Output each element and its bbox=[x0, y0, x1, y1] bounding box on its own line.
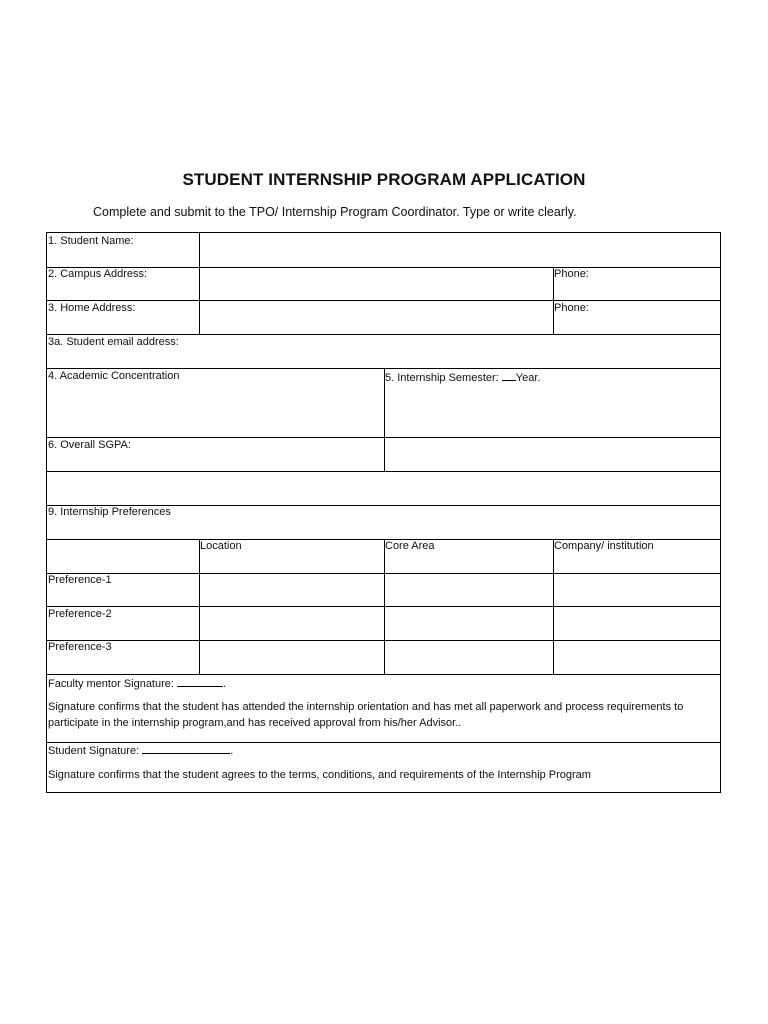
faculty-signature-note: Signature confirms that the student has attended the internship orientation and has met all paperwork and process requirements to participate in the internship program,and has received approval from his/her Advisor.. bbox=[48, 701, 684, 729]
student-signature-text: Student Signature: bbox=[48, 745, 143, 757]
preferences-heading: 9. Internship Preferences bbox=[48, 506, 171, 518]
campus-phone-label: Phone: bbox=[554, 268, 589, 280]
campus-address-label: 2. Campus Address: bbox=[48, 268, 148, 280]
campus-address-field[interactable] bbox=[200, 268, 552, 300]
page-title: STUDENT INTERNSHIP PROGRAM APPLICATION bbox=[182, 170, 586, 189]
internship-semester-prefix: 5. Internship Semester: bbox=[385, 372, 502, 384]
home-address-field[interactable] bbox=[200, 301, 552, 334]
academic-concentration-label: 4. Academic Concentration bbox=[48, 370, 180, 382]
faculty-signature-text: Faculty mentor Signature: bbox=[48, 678, 178, 690]
preference-1-label: Preference-1 bbox=[48, 574, 112, 586]
student-signature-label bbox=[48, 743, 233, 758]
student-signature-blank[interactable] bbox=[142, 743, 230, 754]
overall-sgpa-label: 6. Overall SGPA: bbox=[48, 439, 131, 451]
column-divider bbox=[199, 539, 200, 674]
column-header-company: Company/ institution bbox=[554, 540, 654, 552]
preference-2-label: Preference-2 bbox=[48, 608, 112, 620]
row-divider bbox=[47, 334, 720, 335]
row-divider bbox=[47, 471, 720, 472]
student-signature-end: . bbox=[230, 745, 234, 757]
preference-3-label: Preference-3 bbox=[48, 641, 112, 653]
application-form-table bbox=[46, 232, 721, 793]
sgpa-adjacent-field[interactable] bbox=[385, 438, 721, 471]
internship-semester-label bbox=[385, 370, 540, 385]
faculty-signature-blank[interactable] bbox=[177, 676, 223, 687]
column-divider bbox=[384, 539, 385, 674]
faculty-signature-end: . bbox=[223, 678, 227, 690]
student-name-label: 1. Student Name: bbox=[48, 235, 134, 247]
semester-blank[interactable] bbox=[502, 370, 516, 381]
internship-semester-suffix: Year. bbox=[515, 372, 541, 384]
column-divider bbox=[553, 539, 554, 674]
student-signature-note: Signature confirms that the student agrees to the terms, conditions, and requirements of the Internship Program bbox=[48, 769, 591, 781]
column-header-location: Location bbox=[200, 540, 242, 552]
faculty-signature-label bbox=[48, 676, 226, 691]
home-address-label: 3. Home Address: bbox=[48, 302, 136, 314]
home-phone-label: Phone: bbox=[554, 302, 589, 314]
column-header-core-area: Core Area bbox=[385, 540, 435, 552]
instructions-text: Complete and submit to the TPO/ Internship Program Coordinator. Type or write clearly. bbox=[93, 205, 577, 219]
row-divider bbox=[47, 674, 720, 675]
email-label: 3a. Student email address: bbox=[48, 336, 179, 348]
student-name-field[interactable] bbox=[200, 234, 721, 267]
